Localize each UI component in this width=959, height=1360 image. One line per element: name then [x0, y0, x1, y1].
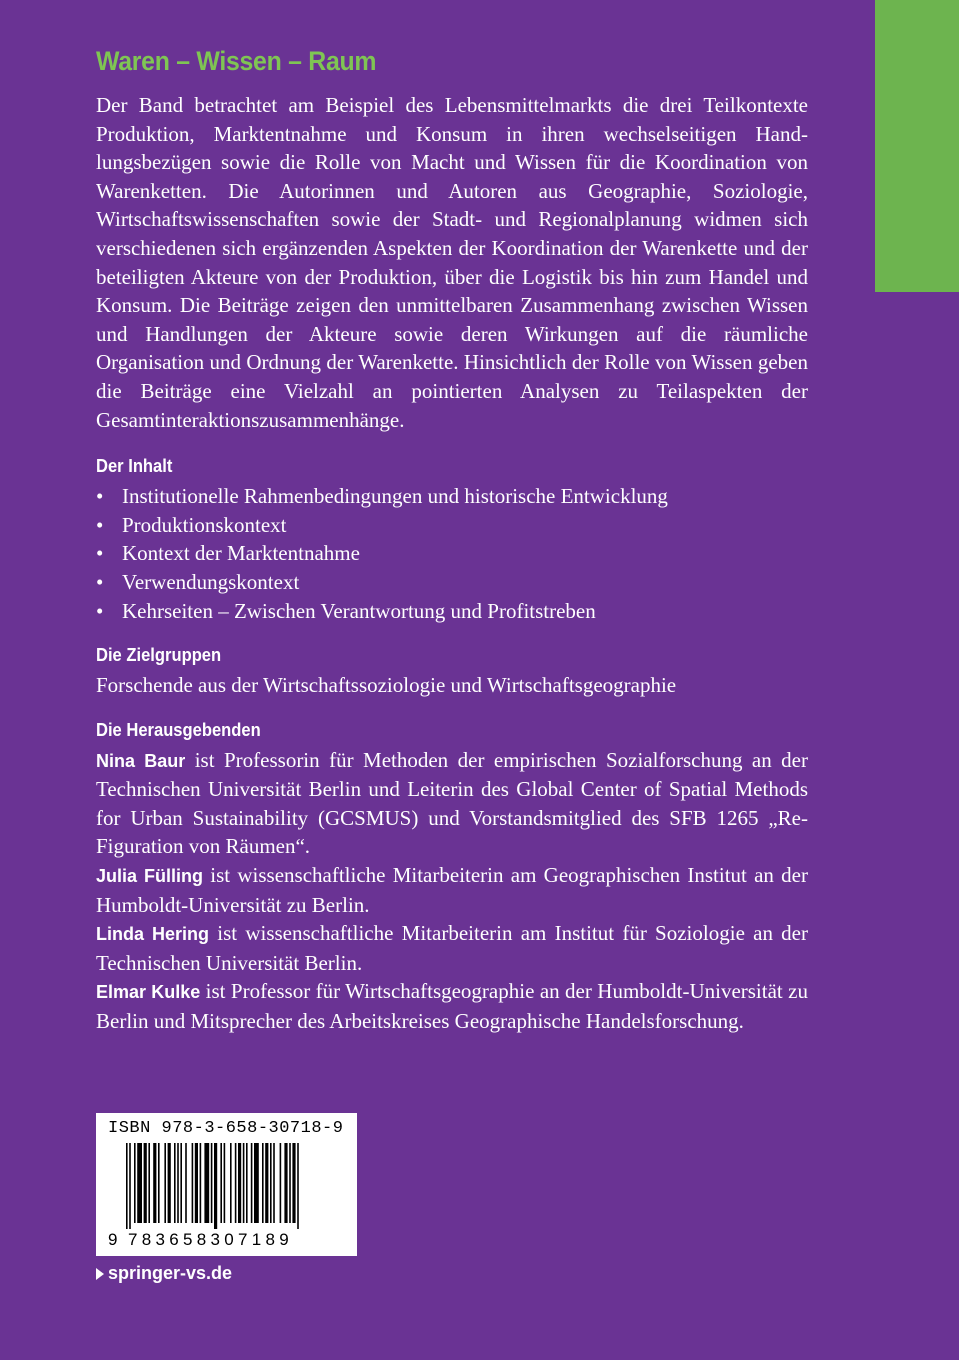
barcode-bar [214, 1143, 217, 1229]
bullet-icon: • [96, 541, 104, 566]
editor-name: Elmar Kulke [96, 982, 201, 1003]
barcode-bar [220, 1143, 222, 1223]
list-item: • Kehrseiten – Zwischen Verantwortung und Profitstreben [96, 597, 808, 626]
barcode-bar [137, 1143, 142, 1223]
barcode-bar [238, 1143, 241, 1223]
editor-name: Julia Fülling [96, 866, 204, 887]
editor-bio: Nina Baur ist Professorin für Methoden der empirischen Sozialforschung an der Technischen Universität Berlin und Leiterin des Global Center of Spatial Methods for Urban Sustainability (GCSMUS) und Vorstandsmitglied des SFB 1265 „Re-Figuration von Räumen“. [96, 747, 808, 859]
editor-name: Nina Baur [96, 750, 186, 771]
barcode-bar [251, 1143, 253, 1223]
ean-first-digit: 9 [108, 1230, 118, 1249]
barcode-bar [126, 1143, 128, 1229]
bullet-icon: • [96, 484, 104, 509]
list-item: • Kontext der Marktentnahme [96, 539, 808, 568]
book-description: Der Band betrachtet am Beispiel des Lebensmittelmarkts die drei Teilkontexte Produktion, Marktentnahme und Konsum in ihren wechselseitigen Handlungsbezügen sowie die Rolle von Macht und Wissen für die Koordination von Warenketten. Die Autorinnen und Autoren aus Geographie, Soziologie, Wirtschaftswissenschaften sowie der Stadt- und Regionalplanung widmen sich verschiedenen sich ergänzenden Aspekten der Koordination der Warenkette und der beteiligten Akteure von der Produktion, über die Logistik bis hin zum Handel und Konsum. Die Beiträge zeigen den unmittelbaren Zusammenhang zwischen Wissen und Handlungen der Akteure sowie deren Wirkungen auf die räumliche Organisation und Ordnung der Warenkette. Hinsichtlich der Rolle von Wissen geben die Beiträge eine Vielzahl an pointierten Analysen zu Teilaspekten der Gesamtinteraktionszusammenhänge. [96, 93, 808, 432]
barcode-bar [153, 1143, 156, 1223]
contents-list [96, 482, 808, 625]
barcode-bar [273, 1143, 275, 1223]
barcode-bar [168, 1143, 171, 1223]
barcode-bar [211, 1143, 213, 1223]
barcode-bar [280, 1143, 282, 1223]
book-title: Waren – Wissen – Raum [96, 46, 377, 76]
barcode-bar [297, 1143, 299, 1229]
barcode-bar [158, 1143, 160, 1223]
barcode-bar [148, 1143, 150, 1223]
editor-bio: Elmar Kulke ist Professor für Wirtschaftsgeographie an der Humboldt-Universität zu Berlin und Mitsprecher des Arbeitskreises Geographische Handelsforschung. [96, 979, 808, 1034]
audience-heading: Die Zielgruppen [96, 645, 222, 666]
barcode-bar [292, 1143, 295, 1223]
barcode-bar [195, 1143, 198, 1223]
list-item: • Verwendungskontext [96, 568, 808, 597]
barcode-bar [265, 1143, 268, 1223]
barcode-bar [180, 1143, 182, 1223]
barcode-bar [243, 1143, 245, 1223]
isbn-text: ISBN 978-3-658-30718-9 [108, 1119, 344, 1138]
barcode-bar [254, 1143, 259, 1223]
barcode-bar [289, 1143, 291, 1223]
barcode-bar [164, 1143, 166, 1223]
editor-name: Linda Hering [96, 924, 209, 945]
list-item: • Institutionelle Rahmenbedingungen und historische Entwicklung [96, 482, 808, 511]
barcode-bar [177, 1143, 179, 1223]
barcode-bar [246, 1143, 248, 1223]
barcode-bar [185, 1143, 187, 1223]
ean-digits: 783658307189 [128, 1230, 294, 1249]
barcode-bar [270, 1143, 272, 1223]
editor-bio: Linda Hering ist wissenschaftliche Mitarbeiterin am Institut für Soziologie an der Technischen Universität Berlin. [96, 921, 808, 975]
barcode-bar [174, 1143, 176, 1223]
list-item: • Produktionskontext [96, 511, 808, 540]
contents-section [96, 454, 808, 625]
barcode-bar [144, 1143, 147, 1223]
barcode-bars [96, 1143, 357, 1233]
barcode-bar [284, 1143, 287, 1223]
barcode-bar [262, 1143, 264, 1223]
barcode-bar [224, 1143, 226, 1223]
back-cover-content [96, 46, 808, 1036]
barcode-bar [134, 1143, 136, 1223]
barcode-bar [192, 1143, 194, 1223]
barcode-bar [129, 1143, 131, 1229]
barcode-bar [235, 1143, 237, 1223]
isbn-barcode [96, 1113, 357, 1256]
bullet-icon: • [96, 569, 104, 594]
audience-section [96, 643, 808, 700]
bullet-icon: • [96, 598, 104, 623]
green-color-tab [875, 0, 959, 292]
barcode-bar [230, 1143, 232, 1223]
bullet-icon: • [96, 512, 104, 537]
editor-bio: Julia Fülling ist wissenschaftliche Mitarbeiterin am Geographischen Institut an der Humboldt-Universität zu Berlin. [96, 863, 808, 917]
audience-text: Forschende aus der Wirtschaftssoziologie und Wirtschaftsgeographie [96, 673, 677, 698]
barcode-bar [200, 1143, 202, 1223]
publisher-website[interactable] [96, 1263, 232, 1284]
barcode-bar [204, 1143, 209, 1223]
editors-section [96, 718, 808, 1036]
contents-heading: Der Inhalt [96, 456, 173, 477]
website-label: springer-vs.de [108, 1263, 233, 1283]
arrow-right-icon [96, 1268, 104, 1280]
editors-heading: Die Herausgebenden [96, 719, 261, 740]
